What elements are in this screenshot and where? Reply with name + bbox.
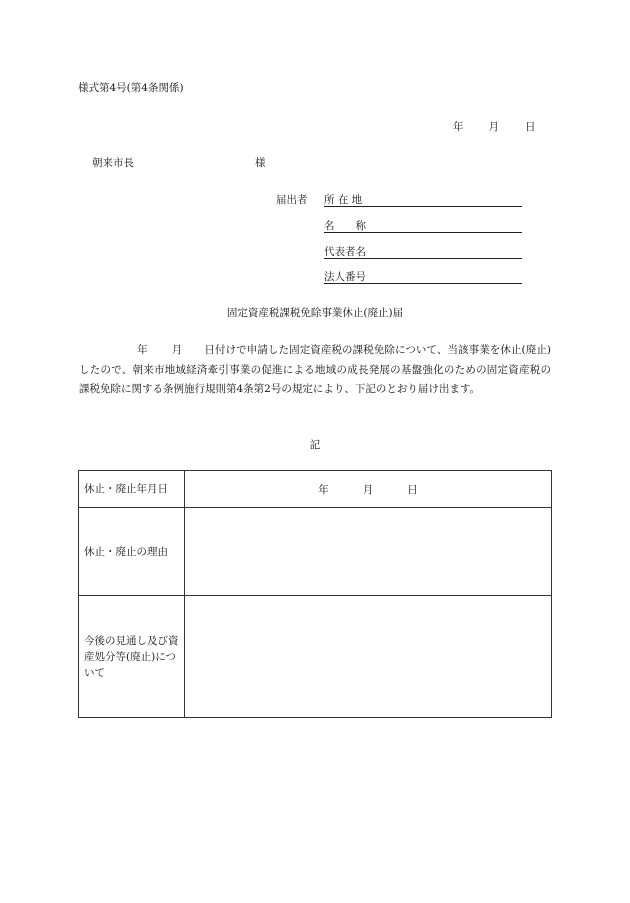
notifier-field-address-label: 所 在 地: [324, 194, 363, 206]
row-value-reason[interactable]: [185, 508, 552, 596]
body-paragraph: [79, 341, 551, 400]
row-value-suspension-date[interactable]: [185, 471, 552, 508]
notifier-field-name-label: 名 称: [324, 220, 366, 232]
table-date-month: 月: [362, 483, 374, 496]
table-row: [79, 508, 552, 596]
body-month-label: 月: [171, 344, 183, 356]
notifier-field-name-line[interactable]: [324, 232, 522, 233]
notifier-field-address-line[interactable]: [324, 206, 522, 207]
table-date-day: 日: [407, 483, 418, 496]
addressee: [92, 155, 266, 170]
addressee-honorific: 様: [255, 157, 266, 169]
notifier-field-corporate-number-label: 法人番号: [324, 271, 366, 283]
date-day-label: 日: [525, 121, 536, 133]
ki-heading: 記: [309, 439, 321, 451]
notifier-label: 届出者: [276, 194, 308, 206]
notifier-field-corporate-number-line[interactable]: [324, 283, 522, 284]
date-year-label: 年: [453, 121, 464, 133]
body-text: 日付けで申請した固定資産税の課税免除について、当該事業を休止(廃止)したので、朝来市地域経済牽引事業の促進による地域の成長発展の基盤強化のための固定資産税の課税免除に関する条例施行規則第4条第2号の規定により、下記のとおり届け出ます。: [79, 344, 551, 395]
submission-date: [453, 119, 536, 134]
row-value-outlook[interactable]: [185, 596, 552, 718]
table-date-year: 年: [318, 483, 329, 496]
table-row: [79, 471, 552, 508]
row-label-suspension-date: 休止・廃止年月日: [79, 471, 185, 508]
row-label-outlook: 今後の見通し及び資産処分等(廃止)について: [79, 596, 185, 718]
notifier-field-representative-line[interactable]: [324, 258, 522, 259]
table-row: [79, 596, 552, 718]
row-label-reason: 休止・廃止の理由: [79, 508, 185, 596]
addressee-name: 朝来市長: [92, 157, 134, 169]
form-number: 様式第4号(第4条関係): [78, 82, 184, 94]
notifier-field-representative-label: 代表者名: [324, 246, 366, 258]
details-table: [78, 470, 552, 718]
body-year-label: 年: [137, 344, 148, 356]
document-title: 固定資産税課税免除事業休止(廃止)届: [226, 307, 404, 319]
date-month-label: 月: [488, 121, 499, 133]
